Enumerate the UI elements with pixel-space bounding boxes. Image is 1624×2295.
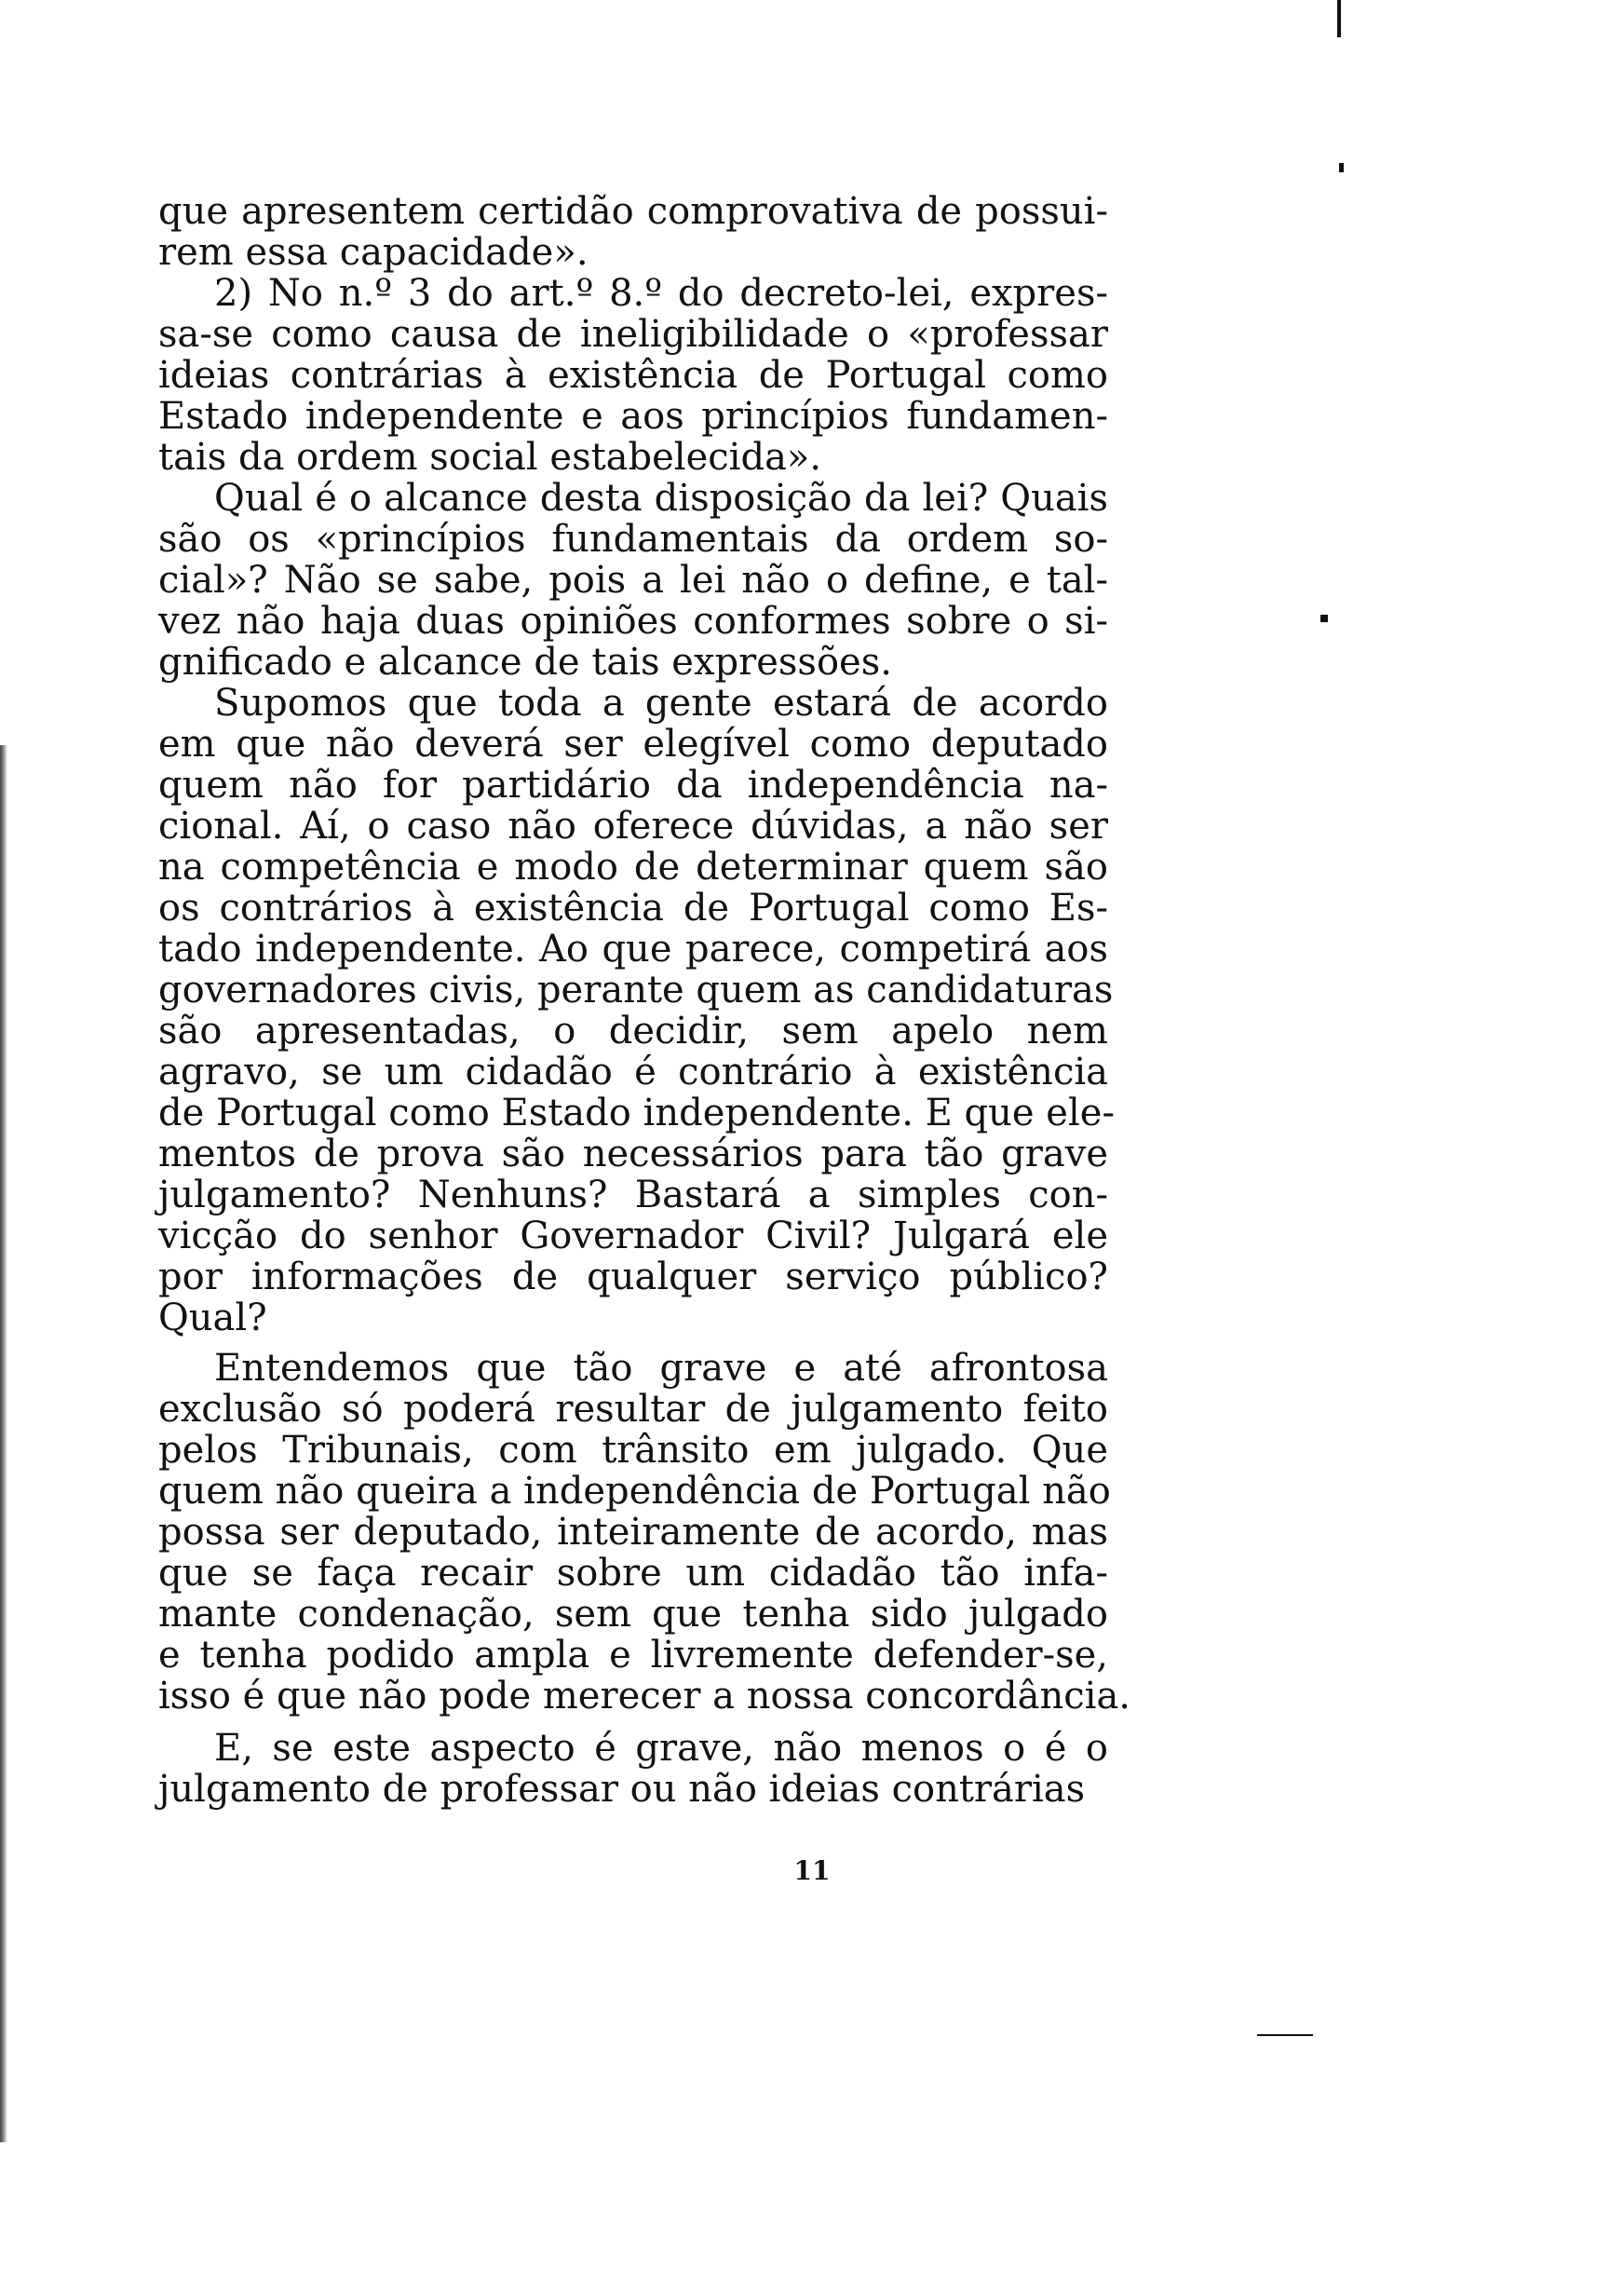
text-line: julgamento? Nenhuns? Bastará a simples con-: [158, 1174, 1108, 1216]
text-line: e tenha podido ampla e livremente defender-se,: [158, 1634, 1108, 1677]
text-line: Supomos que toda a gente estará de acordo: [214, 682, 1108, 725]
page-number: 11: [793, 1855, 831, 1886]
text-line: exclusão só poderá resultar de julgamento feito: [158, 1388, 1108, 1431]
text-line: pelos Tribunais, com trânsito em julgado. Que: [158, 1429, 1108, 1472]
text-line: mentos de prova são necessários para tão grave: [158, 1133, 1108, 1175]
text-line: em que não deverá ser elegível como deputado: [158, 723, 1108, 766]
text-line: E, se este aspecto é grave, não menos o é o: [214, 1727, 1108, 1770]
scan-speck: [1320, 615, 1328, 622]
text-line: governadores civis, perante quem as candidaturas: [158, 969, 1114, 1012]
text-line: isso é que não pode merecer a nossa concordância.: [158, 1675, 1131, 1718]
text-line: vez não haja duas opiniões conformes sobre o si-: [158, 600, 1108, 643]
text-line: os contrários à existência de Portugal como Es-: [158, 887, 1108, 930]
text-line: tado independente. Ao que parece, competirá aos: [158, 928, 1108, 971]
text-line: que apresentem certidão comprovativa de possui-: [158, 190, 1108, 233]
text-line: tais da ordem social estabelecida».: [158, 436, 822, 479]
text-line: agravo, se um cidadão é contrário à existência: [158, 1051, 1108, 1093]
scan-edge-shadow: [0, 745, 7, 2142]
text-line: Qual é o alcance desta disposição da lei? Quais: [214, 477, 1108, 520]
text-line: são os «princípios fundamentais da ordem so-: [158, 518, 1108, 561]
text-line: quem não for partidário da independência na-: [158, 764, 1108, 807]
text-line: vicção do senhor Governador Civil? Julgará ele: [158, 1215, 1108, 1257]
text-line: de Portugal como Estado independente. E que ele-: [158, 1092, 1115, 1134]
text-line: Entendemos que tão grave e até afrontosa: [214, 1347, 1108, 1390]
scan-speck: [1257, 2034, 1313, 2036]
text-line: Qual?: [158, 1297, 267, 1339]
text-line: sa-se como causa de ineligibilidade o «professar: [158, 313, 1108, 356]
text-line: possa ser deputado, inteiramente de acordo, mas: [158, 1511, 1108, 1554]
text-line: ideias contrárias à existência de Portugal como: [158, 354, 1108, 397]
text-line: cial»? Não se sabe, pois a lei não o define, e tal-: [158, 559, 1108, 602]
text-line: na competência e modo de determinar quem são: [158, 846, 1108, 889]
scan-speck: [1339, 163, 1344, 172]
text-line: 2) No n.º 3 do art.º 8.º do decreto-lei, expres-: [214, 272, 1108, 315]
text-line: cional. Aí, o caso não oferece dúvidas, a não ser: [158, 805, 1108, 848]
text-line: mante condenação, sem que tenha sido julgado: [158, 1593, 1108, 1636]
text-line: por informações de qualquer serviço público?: [158, 1256, 1108, 1298]
text-line: rem essa capacidade».: [158, 231, 589, 274]
text-line: julgamento de professar ou não ideias contrárias: [158, 1768, 1086, 1811]
text-line: são apresentadas, o decidir, sem apelo nem: [158, 1010, 1108, 1052]
text-line: gnificado e alcance de tais expressões.: [158, 641, 892, 684]
text-line: que se faça recair sobre um cidadão tão infa-: [158, 1552, 1108, 1595]
text-line: Estado independente e aos princípios fundamen-: [158, 395, 1108, 438]
text-line: quem não queira a independência de Portugal não: [158, 1470, 1111, 1513]
scan-speck: [1337, 0, 1341, 37]
